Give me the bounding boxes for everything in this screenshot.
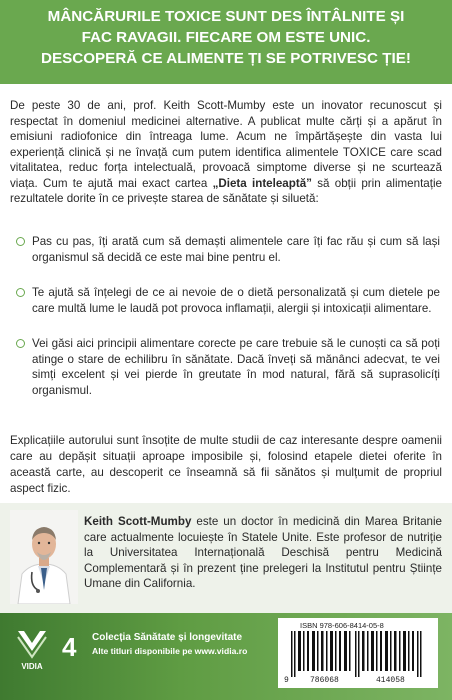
ean-first-digit: 9: [284, 676, 289, 685]
author-bio: [84, 514, 442, 592]
more-titles-text: Alte titluri disponibile pe www.vidia.ro: [92, 646, 248, 656]
book-title: „Dieta inteleaptă”: [212, 176, 312, 190]
isbn-label: ISBN 978-606-8414-05-8: [300, 621, 384, 630]
intro-text-1: De peste 30 de ani, prof. Keith Scott-Mumby este un inovator recunoscut și respectat în domeniul medicinei alternative. A publicat multe cărți și a apărut în emisiuni radiofonice din întreaga lume. Acum ne împărtășește din vasta lui experiență clinică și ne învață cum putem identifica alimentele TOXICE care scad vitalitatea, reduc forța intelectuală, provoacă simptome diverse și ne scurtează viața. Cum te ajută mai exact cartea: [10, 99, 442, 190]
bullet-circle-icon: [16, 237, 25, 246]
intro-paragraph: [10, 98, 442, 207]
bullet-text: Te ajută să înțelegi de ce ai nevoie de o dietă personalizată și cum dietele pe care multă lume le laudă pot provoca inflamații, alergii și intoxicații alimentare.: [32, 286, 440, 315]
ean-left-group: 786068: [310, 676, 339, 685]
bullet-circle-icon: [16, 288, 25, 297]
benefit-list: [16, 234, 440, 412]
list-item: [16, 234, 440, 265]
logo-text: VIDIA: [21, 662, 43, 671]
list-item: [16, 285, 440, 316]
intro-text-2: să obții prin alimentație rezultatele dorite în ce privește starea de sănătate și siluetă:: [10, 176, 442, 205]
collection-prefix: Colecția: [92, 632, 134, 643]
collection-name: Sănătate și longevitate: [133, 632, 243, 643]
headline-line-2: FAC RAVAGII. FIECARE OM ESTE UNIC.: [81, 29, 371, 46]
bullet-text: Vei găsi aici principii alimentare corecte pe care trebuie să le cunoști ca să poți atinge o stare de echilibru în sănătate. Dacă înveți să mănânci adecvat, te vei simți excelent și vei pierde în greutate în mod natural, fără să suprasolicíți organismul.: [32, 337, 440, 397]
vidia-logo: [14, 627, 50, 673]
list-item: [16, 336, 440, 398]
bullet-text: Pas cu pas, îți arată cum să demaști alimentele care îți fac rău și cum să lași organismul să decidă ce este mai bine pentru el.: [32, 235, 440, 264]
closing-paragraph: Explicațiile autorului sunt însoțite de multe studii de caz interesante despre oamenii care au depășit situații aproape imposibile și, folosind etapele dietei oferite în această carte, au descoperit ce înseamnă să fii sănătos și mulțumit de propriul aspect fizic.: [10, 434, 442, 495]
bullet-circle-icon: [16, 339, 25, 348]
doctor-portrait-icon: [10, 510, 78, 604]
author-name: Keith Scott-Mumby: [84, 515, 192, 528]
headline-banner: [0, 0, 452, 84]
volume-number: 4: [62, 632, 77, 662]
author-bio-text: este un doctor în medicină din Marea Britanie care actualmente locuiește în Statele Unite. Este profesor de nutriție la Universitatea Internațională Deschisă pentru Medicină Complementară și în prezent ține prelegeri la Institutul pentru Științe Umane din California.: [84, 515, 442, 590]
headline-line-1: MÂNCĂRURILE TOXICE SUNT DES ÎNTÂLNITE ȘI: [47, 8, 405, 25]
headline-line-3: DESCOPERĂ CE ALIMENTE ȚI SE POTRIVESC ȚIE!: [41, 50, 411, 67]
collection-title: [92, 632, 242, 643]
author-photo: [10, 510, 78, 604]
barcode: [287, 631, 433, 677]
ean-right-group: 414058: [376, 676, 405, 685]
